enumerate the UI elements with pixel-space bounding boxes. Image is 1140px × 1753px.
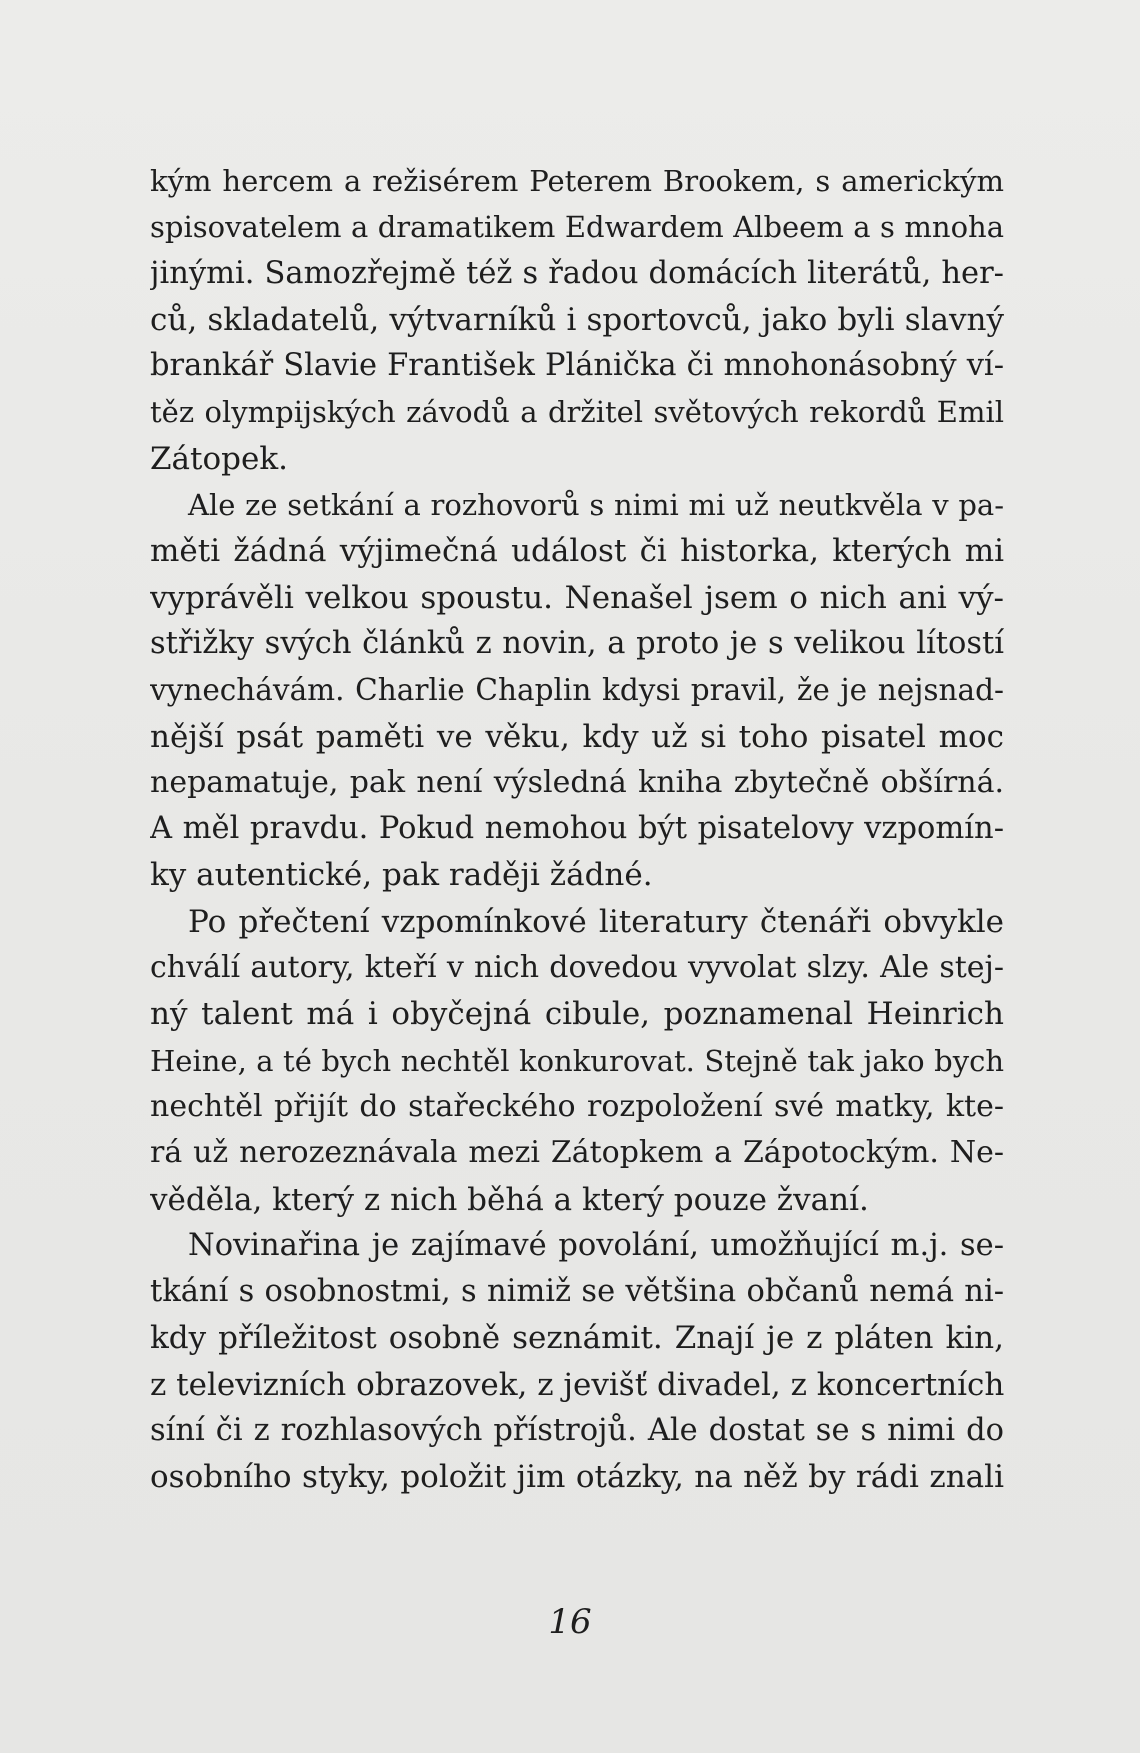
text-line: Novinařina je zajímavé povolání, umožňující m.j. se-: [188, 1227, 1004, 1263]
text-line: těz olympijských závodů a držitel světových rekordů Emil: [150, 395, 1004, 430]
text-line: kým hercem a režisérem Peterem Brookem, s americkým: [150, 164, 1004, 198]
page-number: 16: [548, 1602, 592, 1642]
text-line: střižky svých článků z novin, a proto je s velikou lítostí: [150, 625, 1004, 661]
text-line: A měl pravdu. Pokud nemohou být pisatelovy vzpomín-: [150, 811, 1004, 847]
text-line: ky autentické, pak raději žádné.: [150, 857, 653, 894]
text-line: z televizních obrazovek, z jevišť divadel, z koncertních: [150, 1366, 1004, 1403]
paragraph: [150, 899, 1004, 1223]
paragraph: [150, 1223, 1004, 1501]
text-line: Heine, a té bych nechtěl konkurovat. Stejně tak jako bych: [150, 1043, 1004, 1078]
text-line: brankář Slavie František Plánička či mnohonásobný ví-: [150, 348, 1004, 384]
text-line: chválí autory, kteří v nich dovedou vyvolat slzy. Ale stej-: [150, 950, 1004, 986]
text-line: vynechávám. Charlie Chaplin kdysi pravil, že je nejsnad-: [150, 673, 1004, 708]
text-line: síní či z rozhlasových přístrojů. Ale dostat se s nimi do: [150, 1413, 1004, 1449]
text-line: nechtěl přijít do stařeckého rozpoložení své matky, kte-: [150, 1088, 1004, 1124]
paragraph: [150, 482, 1004, 899]
paragraph: [150, 158, 1004, 482]
text-line: rá už nerozeznávala mezi Zátopkem a Zápotockým. Ne-: [150, 1135, 1004, 1171]
text-line: ců, skladatelů, výtvarníků i sportovců, jako byli slavný: [150, 301, 1004, 338]
text-line: osobního styky, položit jim otázky, na něž by rádi znali: [150, 1459, 1004, 1496]
text-line: tkání s osobnostmi, s nimiž se většina občanů nemá ni-: [150, 1274, 1004, 1310]
text-line: nepamatuje, pak není výsledná kniha zbytečně obšírná.: [150, 764, 1004, 800]
text-line: ný talent má i obyčejná cibule, poznamenal Heinrich: [150, 996, 1004, 1033]
text-line: jinými. Samozřejmě též s řadou domácích literátů, her-: [150, 255, 1004, 291]
text-line: Zátopek.: [150, 440, 288, 477]
text-line: nější psát paměti ve věku, kdy už si toho pisatel moc: [150, 718, 1004, 755]
body-text: [150, 158, 1004, 1501]
text-line: věděla, který z nich běhá a který pouze žvaní.: [150, 1181, 869, 1218]
text-line: kdy příležitost osobně seznámit. Znají je z pláten kin,: [150, 1320, 1004, 1357]
text-line: měti žádná výjimečná událost či historka, kterých mi: [150, 533, 1004, 570]
text-line: Po přečtení vzpomínkové literatury čtenáři obvykle: [188, 903, 1004, 940]
text-line: spisovatelem a dramatikem Edwardem Albeem a s mnoha: [150, 210, 1004, 245]
text-line: Ale ze setkání a rozhovorů s nimi mi už neutkvěla v pa-: [188, 488, 1004, 523]
text-line: vyprávěli velkou spoustu. Nenašel jsem o nich ani vý-: [150, 579, 1004, 616]
